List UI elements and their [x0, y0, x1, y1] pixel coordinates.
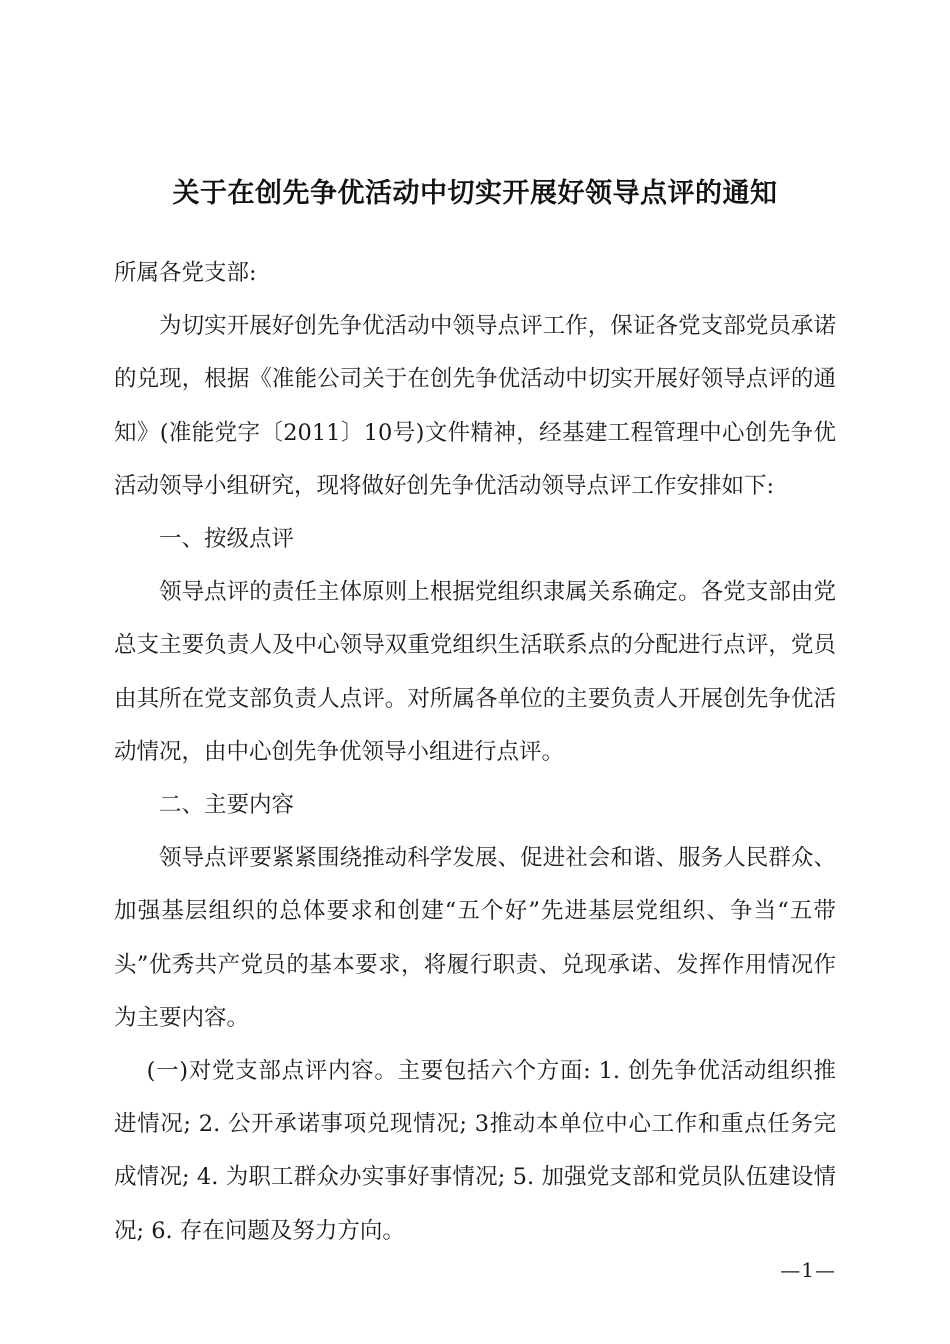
section-1-paragraph: 领导点评的责任主体原则上根据党组织隶属关系确定。各党支部由党总支主要负责人及中心领导双重党组织生活联系点的分配进行点评，党员由其所在党支部负责人点评。对所属各单位的主要负责人开展创先争优活动情况，由中心创先争优领导小组进行点评。	[114, 579, 836, 765]
subsection-1-paragraph: (一)对党支部点评内容。主要包括六个方面: 1. 创先争优活动组织推进情况; 2. 公开承诺事项兑现情况; 3推动本单位中心工作和重点任务完成情况; 4. 为职工群众办实事好事情况; 5. 加强党支部和党员队伍建设情况; 6. 存在问题及努力方向。	[114, 1058, 836, 1244]
page-number: —1—	[780, 1258, 836, 1282]
section-heading-1: 一、按级点评	[159, 526, 295, 553]
document-title: 关于在创先争优活动中切实开展好领导点评的通知	[172, 178, 778, 209]
salutation: 所属各党支部:	[114, 260, 257, 286]
section-2-paragraph: 领导点评要紧紧围绕推动科学发展、促进社会和谐、服务人民群众、加强基层组织的总体要求和创建“五个好”先进基层党组织、争当“五带头”优秀共产党员的基本要求，将履行职责、兑现承诺、发挥作用情况作为主要内容。	[114, 845, 836, 1031]
intro-paragraph: 为切实开展好创先争优活动中领导点评工作，保证各党支部党员承诺的兑现，根据《准能公司关于在创先争优活动中切实开展好领导点评的通知》(准能党字〔2011〕10号)文件精神，经基建工程管理中心创先争优活动领导小组研究，现将做好创先争优活动领导点评工作安排如下:	[114, 313, 836, 499]
document-body	[114, 247, 836, 1258]
section-heading-2: 二、主要内容	[159, 792, 295, 819]
